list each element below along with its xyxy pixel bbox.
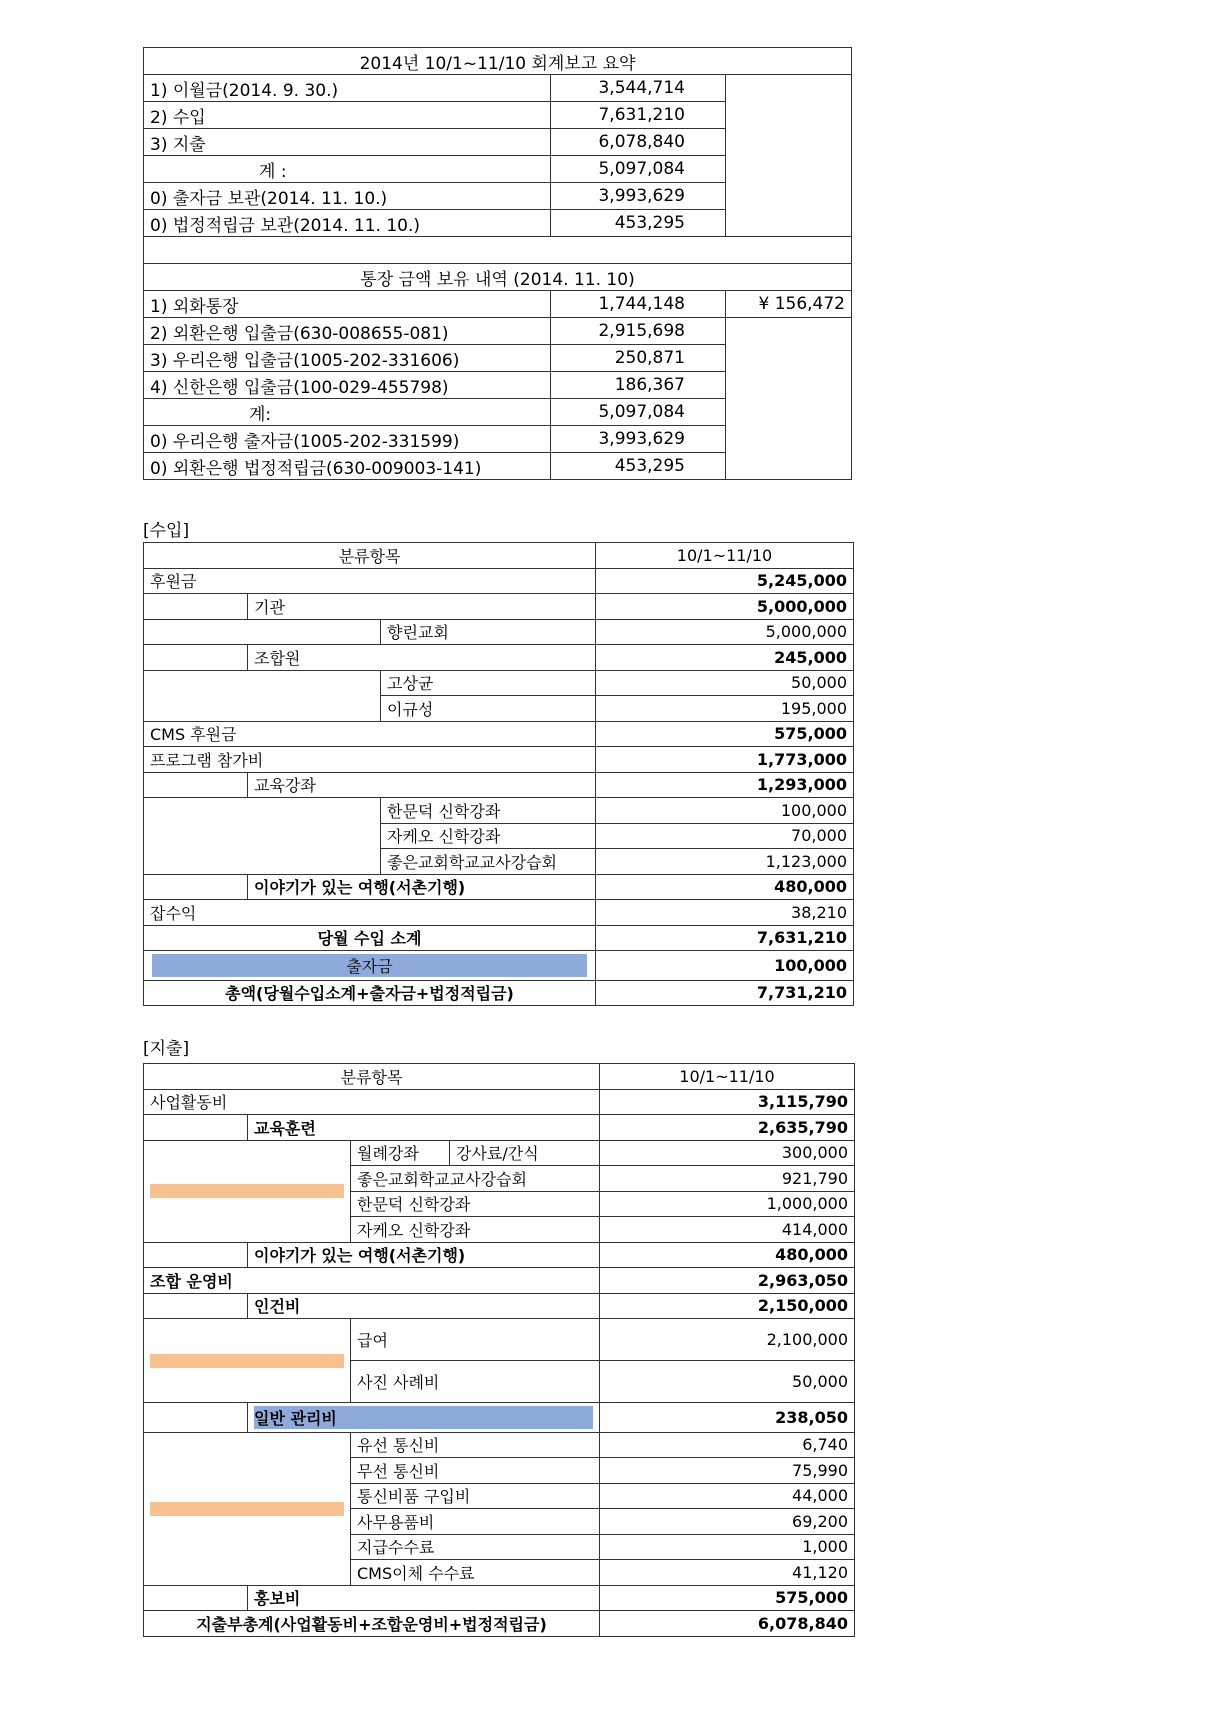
expense-indent (144, 1293, 248, 1319)
income-label: 이야기가 있는 여행(서촌기행) (248, 874, 596, 900)
expense-indent (144, 1115, 248, 1141)
expense-label: 이야기가 있는 여행(서촌기행) (248, 1242, 600, 1268)
expense-label: 사진 사례비 (351, 1361, 600, 1403)
income-label: 후원금 (144, 568, 596, 594)
income-total-label: 총액(당월수입소계+출자금+법정적립금) (144, 980, 596, 1006)
bank-row-label: 3) 우리은행 입출금(1005-202-331606) (144, 345, 551, 372)
income-header-period: 10/1~11/10 (596, 543, 854, 569)
expense-label: 일반 관리비 (254, 1406, 593, 1429)
expense-label: 홍보비 (248, 1585, 600, 1611)
summary-row-label: 3) 지출 (144, 129, 551, 156)
expense-value: 300,000 (600, 1140, 855, 1166)
expense-value: 575,000 (600, 1585, 855, 1611)
summary-row-value: 3,993,629 (551, 183, 726, 210)
income-subtotal-value: 7,631,210 (596, 925, 854, 951)
summary-row-label: 0) 출자금 보관(2014. 11. 10.) (144, 183, 551, 210)
income-value: 245,000 (596, 645, 854, 671)
bank-row-value: 3,993,629 (551, 426, 726, 453)
income-label: 기관 (248, 594, 596, 620)
income-investment-label: 출자금 (152, 954, 587, 977)
expense-value: 75,990 (600, 1458, 855, 1484)
expense-label: 교육훈련 (248, 1115, 600, 1141)
expense-value: 414,000 (600, 1217, 855, 1243)
income-label: 한문덕 신학강좌 (381, 798, 596, 824)
expense-indent (144, 1140, 351, 1242)
income-value: 100,000 (596, 798, 854, 824)
bank-row-label: 계: (144, 399, 551, 426)
expense-label: 지급수수료 (351, 1534, 600, 1560)
expense-value: 69,200 (600, 1509, 855, 1535)
income-indent (144, 874, 248, 900)
expense-table (143, 1063, 855, 1637)
income-label: CMS 후원금 (144, 721, 596, 747)
bank-row-label: 0) 외환은행 법정적립금(630-009003-141) (144, 453, 551, 480)
expense-label: 자케오 신학강좌 (351, 1217, 600, 1243)
expense-value: 2,963,050 (600, 1268, 855, 1294)
income-section-label: [수입] (143, 521, 190, 541)
expense-value: 2,100,000 (600, 1319, 855, 1361)
income-indent (144, 594, 248, 620)
summary-row-label: 계 : (144, 156, 551, 183)
summary-row-value: 7,631,210 (551, 102, 726, 129)
summary-row-value: 453,295 (551, 210, 726, 237)
income-label: 교육강좌 (248, 772, 596, 798)
expense-admin-cell (248, 1403, 600, 1433)
expense-value: 2,635,790 (600, 1115, 855, 1141)
expense-value: 1,000 (600, 1534, 855, 1560)
bank-row-label: 4) 신한은행 입출금(100-029-455798) (144, 372, 551, 399)
expense-value: 50,000 (600, 1361, 855, 1403)
expense-indent (144, 1242, 248, 1268)
income-label: 향린교회 (381, 619, 596, 645)
income-indent (144, 645, 248, 671)
expense-value: 2,150,000 (600, 1293, 855, 1319)
expense-value: 1,000,000 (600, 1191, 855, 1217)
expense-value: 3,115,790 (600, 1089, 855, 1115)
orange-highlight-bar (150, 1502, 344, 1516)
income-value: 70,000 (596, 823, 854, 849)
orange-highlight-bar (150, 1184, 344, 1198)
expense-label: 좋은교회학교교사강습회 (351, 1166, 600, 1192)
summary-row-label: 1) 이월금(2014. 9. 30.) (144, 75, 551, 102)
expense-sublabel: 강사료/간식 (450, 1140, 600, 1166)
summary-row-label: 2) 수입 (144, 102, 551, 129)
income-value: 480,000 (596, 874, 854, 900)
expense-label: 한문덕 신학강좌 (351, 1191, 600, 1217)
expense-label: 사업활동비 (144, 1089, 600, 1115)
expense-header-category: 분류항목 (144, 1064, 600, 1090)
bank-title: 통장 금액 보유 내역 (2014. 11. 10) (144, 264, 852, 291)
income-value: 575,000 (596, 721, 854, 747)
income-value: 5,245,000 (596, 568, 854, 594)
income-value: 1,293,000 (596, 772, 854, 798)
bank-row-label: 2) 외환은행 입출금(630-008655-081) (144, 318, 551, 345)
summary-row-value: 5,097,084 (551, 156, 726, 183)
income-table (143, 542, 854, 1006)
bank-row-value: 186,367 (551, 372, 726, 399)
expense-indent (144, 1319, 351, 1403)
income-label: 조합원 (248, 645, 596, 671)
income-indent (144, 798, 381, 875)
expense-total-label: 지출부총계(사업활동비+조합운영비+법정적립금) (144, 1611, 600, 1637)
income-indent (144, 619, 381, 645)
income-value: 38,210 (596, 900, 854, 926)
expense-label: CMS이체 수수료 (351, 1560, 600, 1586)
expense-total-value: 6,078,840 (600, 1611, 855, 1637)
income-value: 1,773,000 (596, 747, 854, 773)
expense-value: 238,050 (600, 1403, 855, 1433)
income-value: 50,000 (596, 670, 854, 696)
income-subtotal-label: 당월 수입 소계 (144, 925, 596, 951)
bank-row-label: 1) 외화통장 (144, 291, 551, 318)
summary-empty-cell (726, 75, 852, 237)
orange-highlight-bar (150, 1354, 344, 1368)
bank-row-value: 5,097,084 (551, 399, 726, 426)
expense-label: 유선 통신비 (351, 1432, 600, 1458)
expense-indent (144, 1403, 248, 1433)
income-label: 고상균 (381, 670, 596, 696)
bank-row-value: 453,295 (551, 453, 726, 480)
expense-label: 무선 통신비 (351, 1458, 600, 1484)
income-investment-cell (144, 951, 596, 981)
income-value: 5,000,000 (596, 594, 854, 620)
expense-label: 통신비품 구입비 (351, 1483, 600, 1509)
income-total-value: 7,731,210 (596, 980, 854, 1006)
summary-row-label: 0) 법정적립금 보관(2014. 11. 10.) (144, 210, 551, 237)
income-indent (144, 670, 381, 721)
expense-value: 6,740 (600, 1432, 855, 1458)
bank-row-value: 2,915,698 (551, 318, 726, 345)
income-indent (144, 772, 248, 798)
bank-empty-cell (726, 318, 852, 480)
income-label: 프로그램 참가비 (144, 747, 596, 773)
expense-label: 월례강좌 (351, 1140, 450, 1166)
bank-row-value: 1,744,148 (551, 291, 726, 318)
income-label: 좋은교회학교교사강습회 (381, 849, 596, 875)
summary-spacer (144, 237, 852, 264)
expense-label: 급여 (351, 1319, 600, 1361)
income-label: 잡수익 (144, 900, 596, 926)
summary-row-value: 6,078,840 (551, 129, 726, 156)
expense-indent (144, 1432, 351, 1585)
expense-value: 921,790 (600, 1166, 855, 1192)
expense-label: 사무용품비 (351, 1509, 600, 1535)
income-label: 이규성 (381, 696, 596, 722)
summary-title: 2014년 10/1~11/10 회계보고 요약 (144, 48, 852, 75)
expense-value: 44,000 (600, 1483, 855, 1509)
summary-row-value: 3,544,714 (551, 75, 726, 102)
expense-value: 480,000 (600, 1242, 855, 1268)
income-label: 자케오 신학강좌 (381, 823, 596, 849)
income-investment-value: 100,000 (596, 951, 854, 981)
expense-label: 조합 운영비 (144, 1268, 600, 1294)
expense-indent (144, 1585, 248, 1611)
bank-row-label: 0) 우리은행 출자금(1005-202-331599) (144, 426, 551, 453)
income-header-category: 분류항목 (144, 543, 596, 569)
bank-row-value: 250,871 (551, 345, 726, 372)
expense-header-period: 10/1~11/10 (600, 1064, 855, 1090)
income-value: 195,000 (596, 696, 854, 722)
bank-row-yen: ¥ 156,472 (726, 291, 852, 318)
expense-value: 41,120 (600, 1560, 855, 1586)
expense-label: 인건비 (248, 1293, 600, 1319)
income-value: 1,123,000 (596, 849, 854, 875)
expense-section-label: [지출] (143, 1039, 190, 1059)
summary-table (143, 47, 852, 480)
income-value: 5,000,000 (596, 619, 854, 645)
